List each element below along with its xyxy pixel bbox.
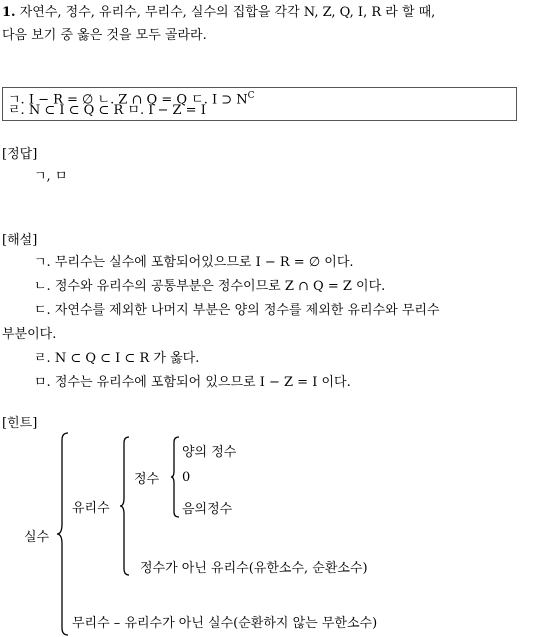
explanation-header: [해설] [2, 233, 38, 248]
integer-brace [170, 436, 180, 518]
question-number: 1. [2, 5, 16, 20]
explanation-line-1: ㄱ. 무리수는 실수에 포함되어있으므로 I − R = ∅ 이다. [34, 255, 354, 270]
hint-header: [힌트] [2, 416, 38, 431]
answer-value: ㄱ, ㅁ [34, 169, 68, 184]
real-brace [56, 432, 70, 636]
explanation-line-3: ㄷ. 자연수를 제외한 나머지 부분은 양의 정수를 제외한 유리수와 무리수 [34, 303, 440, 318]
hint-positive-int: 양의 정수 [182, 445, 237, 460]
question-text-1: 자연수, 정수, 유리수, 무리수, 실수의 집합을 각각 N, Z, Q, I, R 라 할 때, [19, 5, 436, 20]
hint-zero: 0 [182, 470, 191, 485]
explanation-line-2: ㄴ. 정수와 유리수의 공통부분은 정수이므로 Z ∩ Q = Z 이다. [34, 279, 386, 294]
explanation-line-4: 부분이다. [2, 327, 57, 342]
hint-integer: 정수 [134, 472, 160, 487]
hint-irrational: 무리수 – 유리수가 아닌 실수(순환하지 않는 무한소수) [72, 616, 378, 631]
choices-row-1-text: ㄱ. I − R = ∅ ㄴ. Z ∩ Q = Q ㄷ. I ⊃ N [8, 92, 248, 108]
choices-row-1-sup: C [247, 91, 255, 101]
question-line-1 [2, 2, 435, 24]
hint-real: 실수 [24, 530, 50, 545]
hint-non-integer-rational: 정수가 아닌 유리수(유한소수, 순환소수) [140, 561, 368, 576]
explanation-line-6: ㅁ. 정수는 유리수에 포함되어 있으므로 I − Z = I 이다. [34, 375, 351, 390]
explanation-line-5: ㄹ. N ⊂ Q ⊂ I ⊂ R 가 옳다. [34, 351, 200, 366]
hint-rational: 유리수 [72, 501, 110, 516]
answer-header: [정답] [2, 147, 38, 162]
question-text-2: 다음 보기 중 옳은 것을 모두 골라라. [2, 28, 207, 43]
rational-brace [119, 436, 131, 576]
choices-row-2: ㄹ. N ⊂ I ⊂ Q ⊂ R ㅁ. I − Z = I [8, 103, 206, 118]
hint-negative-int: 음의정수 [182, 502, 233, 517]
